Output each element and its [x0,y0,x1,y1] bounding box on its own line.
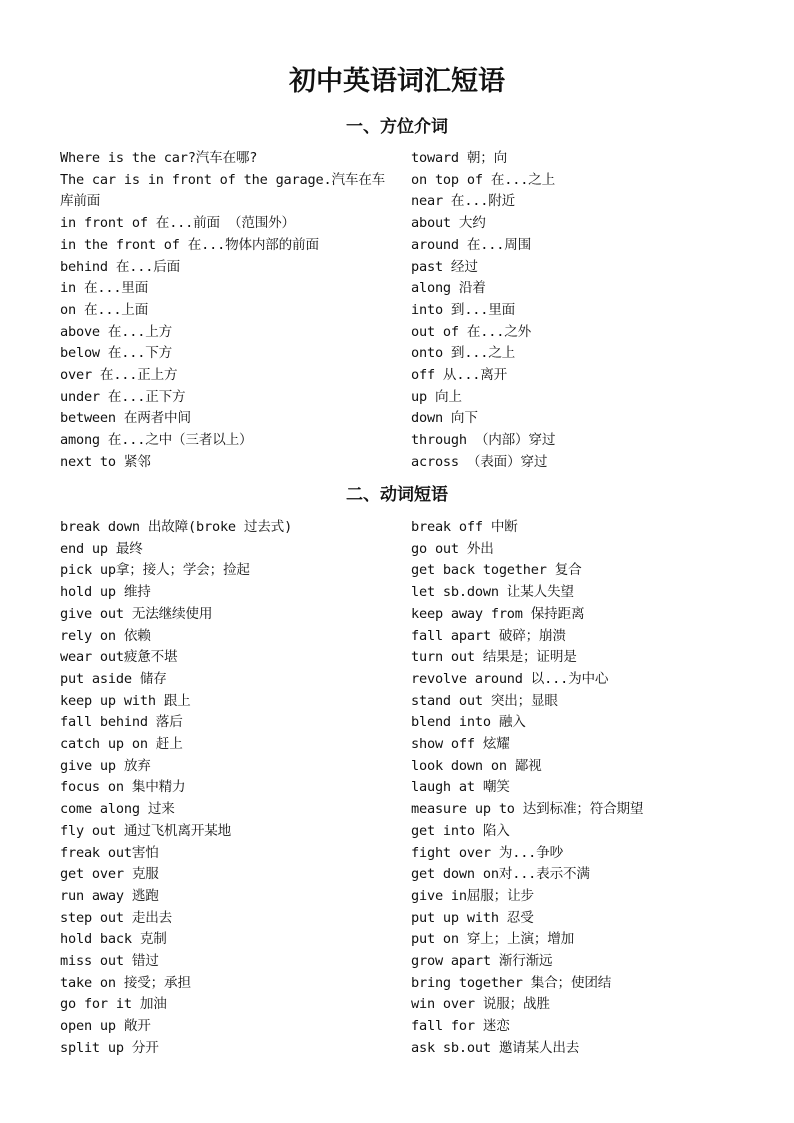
phrase-line: fight over 为...争吵 [411,844,563,861]
phrase-line: give out 无法继续使用 [60,605,213,622]
phrase-line: among 在...之中（三者以上） [60,432,253,449]
phrase-line: show off 炫耀 [411,736,510,753]
phrase-line: around 在...周围 [411,236,532,253]
phrase-line: get into 陷入 [411,822,510,839]
phrase-line: fall for 迷恋 [411,1018,510,1035]
phrase-line: break off 中断 [411,519,518,535]
phrase-line: put up with 忍受 [411,909,534,926]
phrase-line: on 在...上面 [60,301,149,318]
phrase-line: through （内部）穿过 [411,432,556,449]
phrase-line: get back together 复合 [411,562,582,579]
page-title: 初中英语词汇短语 [289,66,505,97]
phrase-line: about 大约 [411,215,486,232]
phrase-line: off 从...离开 [411,367,508,384]
phrase-line: put on 穿上；上演；增加 [411,931,575,948]
phrase-line: wear out疲惫不堪 [60,649,178,666]
phrase-line: rely on 依赖 [60,627,151,644]
phrase-line: toward 朝；向 [411,150,508,166]
phrase-line: across （表面）穿过 [411,453,548,470]
phrase-line: past 经过 [411,258,478,275]
phrase-line: in front of 在...前面 （范围外） [60,215,295,232]
phrase-line: get over 克服 [60,866,159,883]
phrase-line: open up 敞开 [60,1018,151,1035]
phrase-line: step out 走出去 [60,909,173,926]
phrase-line: come along 过来 [60,801,175,818]
phrase-line: freak out害怕 [60,844,159,861]
phrase-line: fall behind 落后 [60,714,183,731]
verb-phrases-right-column [411,517,771,1060]
phrase-line: near 在...附近 [411,193,516,210]
phrase-line: laugh at 嘲笑 [411,779,510,796]
phrase-line: keep away from 保持距离 [411,605,585,622]
phrase-line: above 在...上方 [60,323,173,340]
phrase-line: let sb.down 让某人失望 [411,584,574,601]
phrase-line: measure up to 达到标准；符合期望 [411,801,644,818]
phrase-line: between 在两者中间 [60,410,191,427]
phrase-line: under 在...正下方 [60,388,186,405]
verb-phrases-left-column [60,517,396,1060]
phrase-line: hold back 克制 [60,931,167,948]
phrase-line: Where is the car?汽车在哪? [60,150,258,166]
phrase-line: up 向上 [411,388,462,405]
phrase-line: The car is in front of the garage.汽车在车库前面 [60,171,386,210]
phrase-line: out of 在...之外 [411,323,532,340]
phrase-line: next to 紧邻 [60,453,151,470]
phrase-line: over 在...正上方 [60,367,178,384]
section-heading-prepositions: 一、方位介词 [346,117,448,137]
phrase-line: miss out 错过 [60,953,159,970]
phrase-line: go out 外出 [411,540,494,557]
phrase-line: break down 出故障(broke 过去式) [60,519,293,535]
prepositions-right-column [411,148,771,474]
phrase-line: into 到...里面 [411,301,516,318]
phrase-line: down 向下 [411,410,478,427]
phrase-line: catch up on 赶上 [60,736,183,753]
phrase-line: put aside 储存 [60,670,167,687]
phrase-line: go for it 加油 [60,996,167,1013]
phrase-line: fall apart 破碎；崩溃 [411,627,566,644]
phrase-line: in 在...里面 [60,280,149,297]
phrase-line: give up 放弃 [60,757,151,774]
phrase-line: run away 逃跑 [60,887,159,904]
phrase-line: blend into 融入 [411,714,526,731]
phrase-line: pick up拿；接人；学会；捡起 [60,562,250,579]
phrase-line: fly out 通过飞机离开某地 [60,822,232,839]
phrase-line: below 在...下方 [60,345,173,362]
phrase-line: take on 接受；承担 [60,974,191,991]
phrase-line: win over 说服；战胜 [411,996,550,1013]
phrase-line: revolve around 以...为中心 [411,670,609,687]
phrase-line: turn out 结果是；证明是 [411,649,577,666]
phrase-line: ask sb.out 邀请某人出去 [411,1039,580,1056]
prepositions-left-column [60,148,396,474]
phrase-line: stand out 突出；显眼 [411,692,558,709]
phrase-line: onto 到...之上 [411,345,516,362]
phrase-line: on top of 在...之上 [411,171,555,188]
phrase-line: behind 在...后面 [60,258,181,275]
phrase-line: get down on对...表示不满 [411,866,590,883]
phrase-line: keep up with 跟上 [60,692,191,709]
phrase-line: end up 最终 [60,540,143,557]
section-heading-verb-phrases: 二、动词短语 [346,485,448,505]
phrase-line: look down on 鄙视 [411,757,542,774]
phrase-line: grow apart 渐行渐远 [411,953,553,970]
phrase-line: along 沿着 [411,280,486,297]
phrase-line: focus on 集中精力 [60,779,186,796]
phrase-line: hold up 维持 [60,584,151,601]
phrase-line: give in屈服；让步 [411,887,534,904]
phrase-line: bring together 集合；使团结 [411,974,612,991]
phrase-line: in the front of 在...物体内部的前面 [60,236,319,253]
phrase-line: split up 分开 [60,1039,159,1056]
